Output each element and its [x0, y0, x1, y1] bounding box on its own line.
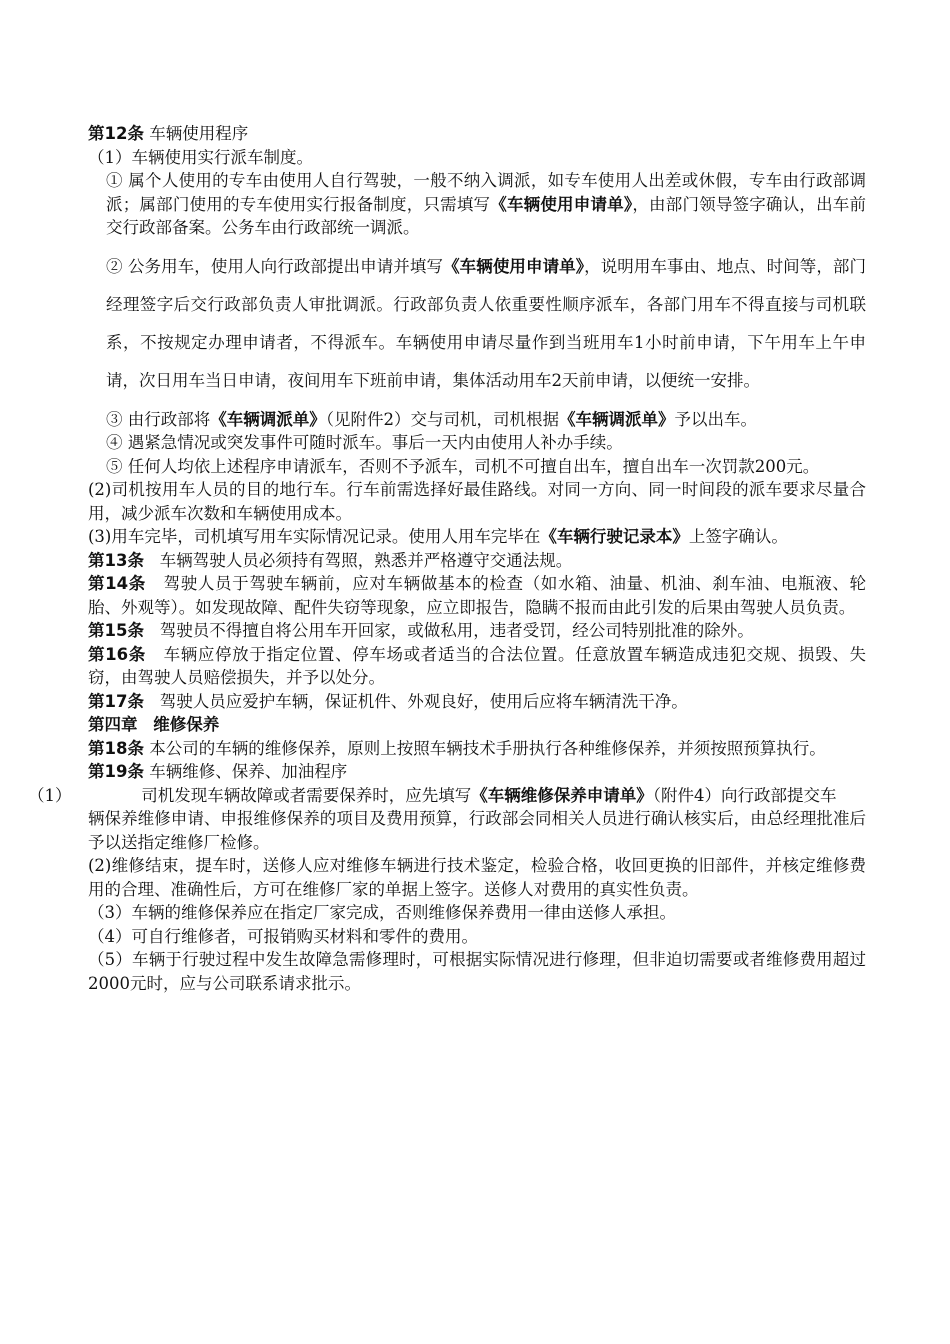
item-text: ① 属个人使用的专车由使用人自行驾驶，一般不纳入调派，如专车使用人出差或休假，专车由行政部调派；属部门使用的专车使用实行报备制度，只需填写	[106, 171, 866, 214]
clause-text: 司机发现车辆故障或者需要保养时，应先填写	[141, 785, 472, 805]
article-14	[88, 572, 866, 619]
item-text: ，由部门领导签字确认，出车前交行政部备案。公务车由行政部统一调派。	[106, 194, 867, 237]
article-12-clause-2: (2)司机按用车人员的目的地行车。行车前需选择好最佳路线。对同一方向、同一时间段的派车要求尽量合用，减少派车次数和车辆使用成本。	[88, 480, 866, 523]
item-text: ② 公务用车，使用人向行政部提出申请并填写	[106, 256, 444, 276]
form-name: 《车辆维修保养申请单》	[471, 785, 653, 805]
article-13	[88, 549, 866, 573]
article-19-heading	[88, 760, 866, 784]
article-label: 第17条	[88, 691, 144, 711]
clause-number: （1）	[28, 785, 72, 805]
article-19-clause-5: （5）车辆于行驶过程中发生故障急需修理时，可根据实际情况进行修理，但非迫切需要或者维修费用超过2000元时，应与公司联系请求批示。	[88, 950, 866, 993]
article-12-item-3	[88, 408, 866, 432]
clause-text: (3)用车完毕，司机填写用车实际情况记录。使用人用车完毕在	[88, 527, 541, 546]
form-name: 《车辆行驶记录本》	[540, 527, 689, 546]
article-16	[88, 643, 866, 690]
article-title: 车辆使用程序	[149, 124, 249, 143]
clause-text: 上签字确认。	[688, 527, 788, 546]
clause-text: （附件4）向行政部提交车	[652, 785, 837, 805]
article-text: 本公司的车辆的维修保养，原则上按照车辆技术手册执行各种维修保养，并须按照预算执行。	[149, 738, 826, 758]
article-12-clause-3	[88, 525, 866, 549]
article-15	[88, 619, 866, 643]
article-19-clause-2: (2)维修结束，提车时，送修人应对维修车辆进行技术鉴定，检验合格，收回更换的旧部件，并核定维修费用的合理、准确性后，方可在维修厂家的单据上签字。送修人对费用的真实性负责。	[88, 856, 866, 899]
chapter-4-heading	[88, 713, 866, 737]
form-name: 《车辆调派单》	[559, 409, 675, 429]
article-19-clause-1-continued: 辆保养维修申请、申报维修保养的项目及费用预算，行政部会同相关人员进行确认核实后，由总经理批准后予以送指定维修厂检修。	[88, 809, 866, 852]
article-12-item-5: ⑤ 任何人均依上述程序申请派车，否则不予派车，司机不可擅自出车，擅自出车一次罚款200元。	[106, 456, 820, 476]
article-label: 第15条	[88, 621, 144, 640]
article-19-clause-1	[28, 784, 866, 808]
article-12-heading	[88, 122, 866, 146]
article-12-clause-1: （1）车辆使用实行派车制度。	[88, 147, 313, 167]
article-label: 第19条	[88, 762, 144, 781]
form-name: 《车辆使用申请单》	[443, 256, 585, 276]
article-label: 第12条	[88, 124, 144, 143]
article-19-clause-3: （3）车辆的维修保养应在指定厂家完成，否则维修保养费用一律由送修人承担。	[88, 903, 676, 922]
article-19-clause-4: （4）可自行维修者，可报销购买材料和零件的费用。	[88, 926, 478, 946]
chapter-title: 维修保养	[153, 715, 220, 734]
form-name: 《车辆使用申请单》	[490, 194, 633, 214]
article-text: 驾驶人员于驾驶车辆前，应对车辆做基本的检查（如水箱、油量、机油、刹车油、电瓶液、轮胎、外观等）。如发现故障、配件失窃等现象，应立即报告，隐瞒不报而由此引发的后果由驾驶人员负责。	[88, 574, 866, 617]
article-18	[88, 737, 866, 761]
article-text: 车辆应停放于指定位置、停车场或者适当的合法位置。任意放置车辆造成违犯交规、损毁、失窃，由驾驶人员赔偿损失，并予以处分。	[88, 644, 866, 687]
chapter-label: 第四章	[88, 715, 138, 734]
article-label: 第14条	[88, 574, 146, 593]
article-17	[88, 690, 866, 714]
article-label: 第13条	[88, 550, 144, 570]
article-12-item-4: ④ 遇紧急情况或突发事件可随时派车。事后一天内由使用人补办手续。	[106, 433, 623, 452]
article-text: 驾驶人员应爱护车辆，保证机件、外观良好，使用后应将车辆清洗干净。	[159, 691, 688, 711]
item-text: ③ 由行政部将	[106, 409, 211, 429]
article-title: 车辆维修、保养、加油程序	[149, 762, 348, 781]
article-text: 驾驶员不得擅自将公用车开回家，或做私用，违者受罚，经公司特别批准的除外。	[159, 621, 754, 640]
article-text: 车辆驾驶人员必须持有驾照，熟悉并严格遵守交通法规。	[159, 550, 573, 570]
item-text: ，说明用车事由、地点、时间等，部门经理签字后交行政部负责人审批调派。行政部负责人依重要性顺序派车，各部门用车不得直接与司机联系，不按规定办理申请者，不得派车。车辆使用申请尽量作到当班用车1小时前申请，下午用车上午申请，次日用车当日申请，夜间用车下班前申请，集体活动用车2天前申请，以便统一安排。	[106, 256, 867, 390]
article-label: 第16条	[88, 644, 146, 664]
article-12-item-2	[88, 248, 866, 400]
document-body	[28, 122, 867, 995]
form-name: 《车辆调派单》	[210, 409, 326, 429]
article-12-item-1	[88, 169, 866, 240]
item-text: 予以出车。	[674, 409, 757, 429]
item-text: （见附件2）交与司机，司机根据	[325, 409, 559, 429]
article-label: 第18条	[88, 738, 144, 758]
